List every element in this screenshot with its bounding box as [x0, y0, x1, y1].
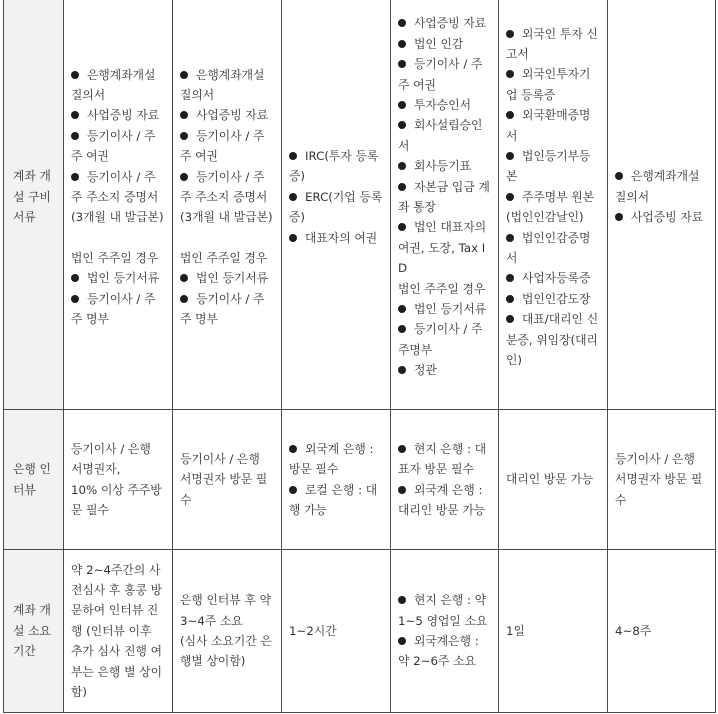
bullet-text: 등기이사 / 주주 주소지 증명서 (3개월 내 발급본)	[71, 169, 164, 225]
bullet-icon	[180, 132, 188, 140]
table-cell	[499, 550, 608, 713]
bullet-icon	[398, 40, 406, 48]
bullet-item	[615, 207, 708, 227]
bullet-item	[289, 439, 383, 480]
bullet-text: 등기이사 / 주주 여권	[180, 128, 265, 164]
bullet-icon	[398, 445, 406, 453]
bullet-icon	[180, 274, 188, 282]
bullet-icon	[506, 70, 514, 78]
bullet-icon	[506, 30, 514, 38]
bullet-icon	[398, 60, 406, 68]
table-cell	[173, 0, 282, 410]
bullet-text: 등기이사 / 주주 명부	[180, 291, 265, 327]
bullet-icon	[398, 486, 406, 494]
bullet-item	[289, 187, 383, 228]
table-cell	[173, 410, 282, 550]
bullet-text: 정관	[414, 363, 437, 378]
table-cell	[282, 550, 391, 713]
bullet-text: 법인 대표자의 여권, 도장, Tax ID	[398, 220, 487, 276]
bullet-icon	[180, 111, 188, 119]
bullet-icon	[180, 295, 188, 303]
cell-text: 대리인 방문 가능	[506, 472, 594, 487]
bullet-icon	[506, 234, 514, 242]
bullet-text: 사업증빙 자료	[631, 210, 704, 225]
bullet-text: 등기이사 / 주주 주소지 증명서 (3개월 내 발급본)	[180, 169, 273, 225]
bullet-icon	[506, 152, 514, 160]
account-opening-table	[3, 0, 716, 713]
cell-text: 4~8주	[615, 623, 652, 638]
bullet-text: 법인 인감	[414, 36, 464, 51]
cell-text: 등기이사 / 은행 서명권자 방문 필수	[180, 451, 268, 507]
bullet-text: 투자승인서	[414, 97, 471, 112]
bullet-icon	[398, 19, 406, 27]
bullet-text: 은행계좌개설질의서	[180, 67, 265, 102]
bullet-item	[398, 34, 491, 54]
cell-text: 등기이사 / 은행 서명권자 방문 필수	[615, 451, 703, 507]
bullet-item	[71, 65, 165, 106]
bullet-icon	[398, 366, 406, 374]
bullet-icon	[180, 173, 188, 181]
bullet-item	[506, 187, 600, 228]
bullet-icon	[506, 315, 514, 323]
cell-text: 1~2시간	[289, 623, 337, 638]
bullet-text: 로컬 은행 : 대행 가능	[289, 482, 378, 517]
bullet-item	[71, 289, 165, 330]
bullet-text: 외국계은행 : 약 2~6주 소요	[398, 634, 479, 669]
bullet-item	[71, 268, 165, 288]
row-processing-time	[4, 550, 716, 713]
bullet-text: 외국인 투자 신고서	[506, 26, 598, 61]
bullet-icon	[398, 637, 406, 645]
bullet-text: 사업증빙 자료	[414, 16, 487, 31]
bullet-icon	[398, 121, 406, 129]
bullet-text: 현지 은행 : 대표자 방문 필수	[398, 441, 487, 477]
bullet-item	[180, 289, 274, 330]
bullet-text: 등기이사 / 주주 명부	[71, 291, 156, 327]
bullet-text: 외국계 은행 : 방문 필수	[289, 441, 374, 477]
bullet-icon	[289, 193, 297, 201]
row-header: 계좌 개설 구비 서류	[4, 0, 64, 410]
bullet-item	[180, 65, 274, 106]
bullet-item	[289, 146, 383, 187]
bullet-icon	[398, 596, 406, 604]
bullet-text: 법인 등기서류	[414, 302, 487, 317]
row-header: 은행 인터뷰	[4, 410, 64, 550]
cell-text: 10% 이상 주주방문 필수	[71, 482, 162, 517]
bullet-item	[398, 299, 491, 319]
bullet-text: 회사설립승인서	[398, 118, 483, 153]
table-cell	[608, 0, 716, 410]
cell-text: 1일	[506, 623, 525, 638]
bullet-text: 대표자의 여권	[305, 230, 378, 245]
cell-text: 은행 인터뷰 후 약 3~4주 소요	[180, 593, 272, 628]
bullet-icon	[180, 71, 188, 79]
bullet-icon	[398, 183, 406, 191]
bullet-text: 은행계좌개설질의서	[71, 67, 156, 102]
bullet-text: IRC(투자 등록증)	[289, 148, 379, 184]
bullet-icon	[506, 295, 514, 303]
table-cell	[64, 550, 173, 713]
cell-text: 등기이사 / 은행 서명권자,	[71, 441, 151, 477]
table-cell	[282, 0, 391, 410]
bullet-item	[506, 289, 600, 309]
cell-text: 약 2~4주간의 사전심사 후 홍콩 방문하여 인터뷰 진행 (인터뷰 이후 추가 심사 진행 여부는 은행 별 상이함)	[71, 562, 163, 700]
bullet-text: 주주명부 원본(법인인감날인)	[506, 189, 595, 225]
bullet-item	[71, 167, 165, 228]
bullet-text: 법인 등기서류	[196, 271, 269, 286]
bullet-text: 대표/대리인 신분증, 위임장(대리인)	[506, 312, 599, 368]
bullet-icon	[506, 193, 514, 201]
bullet-item	[398, 480, 491, 521]
table-cell	[608, 410, 716, 550]
bullet-icon	[71, 173, 79, 181]
table-cell	[64, 410, 173, 550]
bullet-item	[398, 177, 491, 218]
bullet-text: ERC(기업 등록증)	[289, 189, 383, 225]
bullet-item	[71, 126, 165, 167]
bullet-icon	[506, 274, 514, 282]
bullet-text: 등기이사 / 주주명부	[398, 322, 483, 357]
bullet-icon	[398, 325, 406, 333]
bullet-text: 회사등기표	[414, 159, 471, 174]
cell-text: (심사 소요기간 은행별 상이함)	[180, 634, 272, 669]
cell-text: 법인 주주일 경우	[180, 250, 268, 265]
bullet-item	[180, 167, 274, 228]
bullet-icon	[615, 213, 623, 221]
bullet-text: 등기이사 / 주주 여권	[398, 57, 483, 92]
bullet-icon	[398, 305, 406, 313]
bullet-text: 현지 은행 : 약 1~5 영업일 소요	[398, 593, 488, 628]
bullet-item	[398, 156, 491, 176]
table-cell	[391, 410, 499, 550]
table-cell	[64, 0, 173, 410]
bullet-text: 은행계좌개설질의서	[615, 169, 700, 204]
bullet-item	[398, 631, 491, 672]
table-cell	[173, 550, 282, 713]
bullet-item	[180, 268, 274, 288]
cell-text: 법인 주주일 경우	[398, 281, 486, 296]
bullet-text: 자본금 입금 계좌 통장	[398, 179, 490, 214]
bullet-item	[398, 95, 491, 115]
bullet-item	[398, 439, 491, 480]
bullet-text: 법인 등기서류	[87, 271, 160, 286]
bullet-text: 사업자등록증	[522, 271, 591, 286]
bullet-item	[180, 126, 274, 167]
bullet-icon	[289, 234, 297, 242]
bullet-item	[289, 480, 383, 521]
bullet-item	[615, 166, 708, 207]
bullet-item	[506, 309, 600, 370]
bullet-text: 등기이사 / 주주 여권	[71, 128, 156, 164]
bullet-icon	[398, 101, 406, 109]
bullet-icon	[615, 172, 623, 180]
bullet-icon	[71, 274, 79, 282]
bullet-item	[506, 228, 600, 269]
bullet-item	[398, 217, 491, 278]
bullet-text: 사업증빙 자료	[196, 108, 269, 123]
bullet-item	[398, 115, 491, 156]
bullet-icon	[71, 132, 79, 140]
bullet-item	[506, 64, 600, 105]
bullet-icon	[289, 486, 297, 494]
bullet-item	[506, 146, 600, 187]
row-header: 계좌 개설 소요 기간	[4, 550, 64, 713]
bullet-icon	[289, 445, 297, 453]
bullet-icon	[506, 111, 514, 119]
bullet-item	[180, 105, 274, 125]
bullet-icon	[71, 295, 79, 303]
table-cell	[608, 550, 716, 713]
bullet-icon	[398, 162, 406, 170]
bullet-text: 법인인감도장	[522, 291, 591, 306]
bullet-item	[398, 319, 491, 360]
bullet-text: 외국환매증명서	[506, 108, 591, 143]
bullet-item	[71, 105, 165, 125]
bullet-item	[398, 360, 491, 380]
bullet-icon	[289, 152, 297, 160]
table-cell	[499, 0, 608, 410]
table-cell	[499, 410, 608, 550]
bullet-text: 법인인감증명서	[506, 230, 591, 266]
table-cell	[391, 550, 499, 713]
cell-spacer	[180, 228, 274, 248]
cell-text: 법인 주주일 경우	[71, 250, 159, 265]
bullet-item	[506, 268, 600, 288]
bullet-text: 외국계 은행 : 대리인 방문 가능	[398, 482, 486, 517]
cell-spacer	[71, 228, 165, 248]
table-cell	[391, 0, 499, 410]
bullet-text: 법인등기부등본	[506, 148, 591, 184]
bullet-icon	[398, 223, 406, 231]
bullet-item	[398, 54, 491, 95]
bullet-icon	[71, 111, 79, 119]
row-required-documents	[4, 0, 716, 410]
bullet-item	[289, 228, 383, 248]
row-bank-interview	[4, 410, 716, 550]
bullet-item	[506, 105, 600, 146]
bullet-item	[398, 13, 491, 33]
bullet-text: 외국인투자기업 등록증	[506, 67, 591, 102]
bullet-item	[398, 590, 491, 631]
table-cell	[282, 410, 391, 550]
bullet-icon	[71, 71, 79, 79]
bullet-item	[506, 24, 600, 65]
bullet-text: 사업증빙 자료	[87, 108, 160, 123]
